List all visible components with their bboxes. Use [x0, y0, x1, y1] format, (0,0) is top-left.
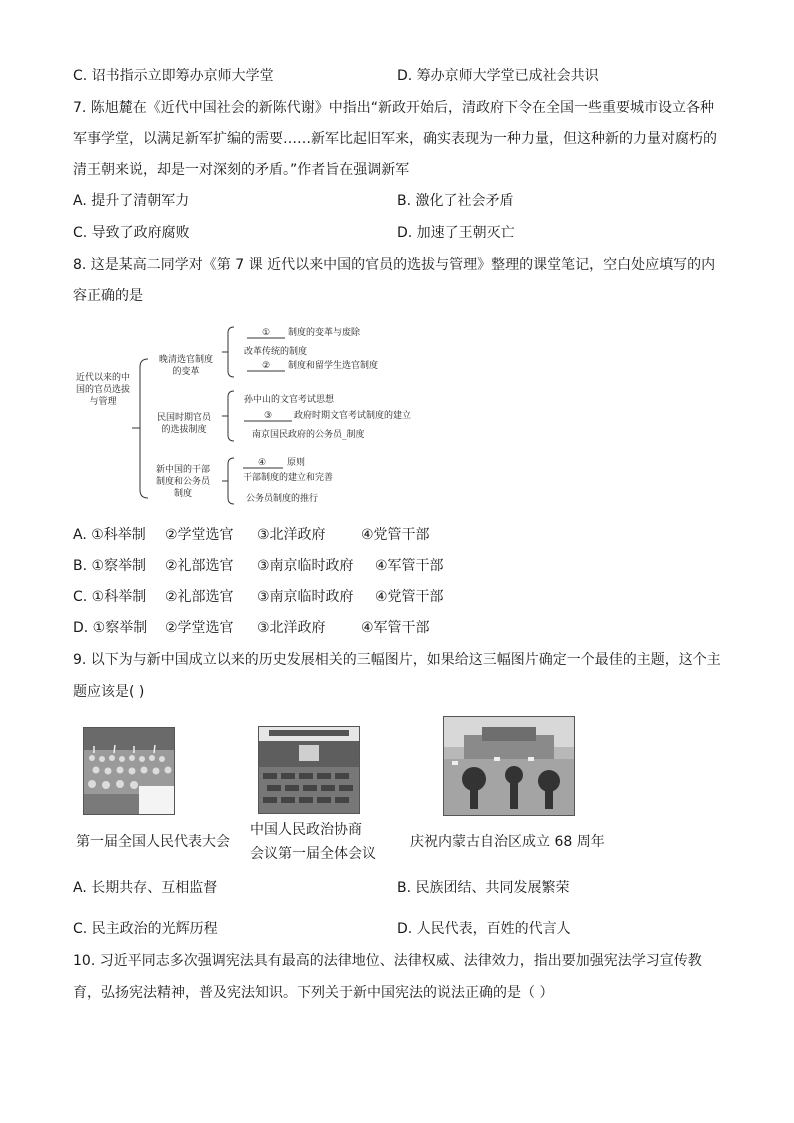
q7-stem-line1: 7. 陈旭麓在《近代中国社会的新陈代谢》中指出“新政开始后，清政府下令在全国一些重要城市设立各种 — [73, 100, 715, 116]
main-brace — [140, 359, 148, 498]
q7-stem-line3: 清王朝来说，却是一对深刻的矛盾。”作者旨在强调新军 — [73, 162, 410, 178]
q8-stem-line1: 8. 这是某高二同学对《第 7 课 近代以来中国的官员的选拔与管理》整理的课堂笔记，空白处应填写的内 — [73, 257, 716, 273]
branch1-line2: 的变革 — [172, 367, 200, 377]
q8-d-1: D. ①察举制 — [73, 620, 148, 636]
b2-blank-3: ③ — [263, 411, 273, 421]
b2-item-2: 政府时期文官考试制度的建立 — [294, 411, 412, 421]
branch3-line1: 新中国的干部 — [155, 465, 211, 475]
b3-item-1: 原则 — [287, 458, 306, 468]
q7-stem-line2: 军事学堂，以满足新军扩编的需要……新军比起旧军来，确实表现为一种力量，但这种新的力量对腐朽的 — [73, 131, 717, 147]
b3-blank-4: ④ — [257, 458, 267, 468]
brace-1 — [228, 327, 234, 377]
q8-d-2: ②学堂选官 — [165, 620, 234, 636]
q8-a-4: ④党管干部 — [361, 527, 430, 543]
b1-item-1: 制度的变革与废除 — [288, 328, 361, 338]
q8-a-3: ③北洋政府 — [257, 527, 326, 543]
brace-2 — [228, 391, 234, 441]
q7-option-a: A. 提升了清朝军力 — [73, 193, 190, 209]
branch2-line1: 民国时期官员 — [156, 413, 212, 423]
root-line3: 与管理 — [89, 397, 117, 407]
q8-b-3: ③南京临时政府 — [257, 558, 354, 574]
b3-item-3: 公务员制度的推行 — [246, 494, 319, 504]
root-line1: 近代以来的中 — [75, 373, 131, 383]
q8-a-2: ②学堂选官 — [165, 527, 234, 543]
branch1-line1: 晚清选官制度 — [158, 355, 214, 365]
q8-option-d — [73, 619, 430, 637]
q9-stem-line2: 题应该是( ) — [73, 684, 145, 700]
b1-item-3: 制度和留学生选官制度 — [288, 361, 379, 371]
q8-a-1: A. ①科举制 — [73, 527, 146, 543]
q8-option-c — [73, 588, 444, 606]
q10-stem-line1: 10. 习近平同志多次强调宪法具有最高的法律地位、法律权威、法律效力，指出要加强宪法学习宣传教 — [73, 953, 702, 969]
q7-option-d: D. 加速了王朝灭亡 — [397, 225, 515, 241]
branch2-line2: 的选拔制度 — [161, 425, 207, 435]
b3-item-2: 干部制度的建立和完善 — [243, 473, 334, 483]
q8-option-a — [73, 526, 430, 544]
q7-option-c: C. 导致了政府腐败 — [73, 225, 190, 241]
q8-c-3: ③南京临时政府 — [257, 589, 354, 605]
b1-item-2: 改革传统的制度 — [244, 347, 308, 357]
b1-blank-1: ① — [261, 328, 271, 338]
q8-b-4: ④军管干部 — [375, 558, 444, 574]
b2-item-1: 孙中山的文官考试思想 — [244, 395, 335, 405]
root-line2: 国的官员选拔 — [75, 385, 131, 395]
caption-2-line2: 会议第一届全体会议 — [250, 846, 376, 862]
q8-stem-line2: 容正确的是 — [73, 288, 143, 304]
q9-option-c: C. 民主政治的光辉历程 — [73, 921, 218, 937]
q8-c-1: C. ①科举制 — [73, 589, 147, 605]
q9-stem-line1: 9. 以下为与新中国成立以来的历史发展相关的三幅图片，如果给这三幅图片确定一个最佳的主题，这个主 — [73, 652, 721, 668]
q6-option-d: D. 筹办京师大学堂已成社会共识 — [397, 68, 599, 84]
q8-diagram — [0, 318, 794, 518]
b1-blank-2: ② — [261, 361, 271, 371]
q9-option-d: D. 人民代表，百姓的代言人 — [397, 921, 571, 937]
q10-stem-line2: 育，弘扬宪法精神，普及宪法知识。下列关于新中国宪法的说法正确的是（ ） — [73, 985, 554, 1001]
branch3-line2: 制度和公务员 — [155, 477, 211, 487]
q9-option-a: A. 长期共存、互相监督 — [73, 880, 218, 896]
photo-npc-congress — [83, 727, 175, 815]
q8-d-4: ④军管干部 — [361, 620, 430, 636]
photo-cppcc-session — [258, 726, 360, 814]
q8-option-b — [73, 557, 444, 575]
photo-inner-mongolia-celebration — [443, 716, 575, 816]
caption-3: 庆祝内蒙古自治区成立 68 周年 — [410, 834, 605, 850]
q8-c-4: ④党管干部 — [375, 589, 444, 605]
q7-option-b: B. 激化了社会矛盾 — [397, 193, 514, 209]
q8-c-2: ②礼部选官 — [165, 589, 234, 605]
b2-item-3: 南京国民政府的公务员_制度 — [252, 430, 365, 440]
brace-3 — [228, 458, 234, 504]
q8-b-1: B. ①察举制 — [73, 558, 147, 574]
branch3-line3: 制度 — [173, 489, 193, 499]
q9-option-b: B. 民族团结、共同发展繁荣 — [397, 880, 570, 896]
q8-b-2: ②礼部选官 — [165, 558, 234, 574]
q8-d-3: ③北洋政府 — [257, 620, 326, 636]
caption-2-line1: 中国人民政治协商 — [250, 822, 362, 838]
caption-1: 第一届全国人民代表大会 — [76, 834, 230, 850]
q6-option-c: C. 诏书指示立即筹办京师大学堂 — [73, 68, 274, 84]
